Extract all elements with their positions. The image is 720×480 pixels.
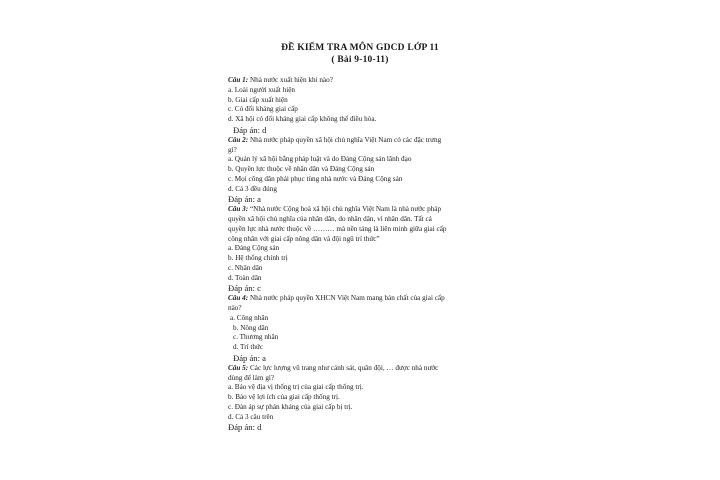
question-5-answer: Đáp án: d — [228, 422, 262, 433]
question-4-stem-line-1 — [228, 294, 496, 304]
question-1-label: Câu 1: — [228, 76, 249, 84]
question-2-answer: Đáp án: a — [228, 194, 261, 205]
question-3-text-1: “Nhà nước Cộng hoà xã hội chủ nghĩa Việt Nam là nhà nước pháp — [248, 205, 442, 214]
question-3-stem-line-4: công nhân với giai cấp nông dân và đội ngũ trí thức” — [228, 234, 380, 243]
question-2-option-a: a. Quản lý xã hội bằng pháp luật và do Đảng Cộng sản lãnh đạo — [228, 155, 412, 164]
question-4-option-d: d. Trí thức — [233, 343, 264, 351]
question-3-stem-line-3: quyền lực nhà nước thuộc về ……… mà nền tảng là liên minh giữa giai cấp — [228, 224, 447, 233]
question-5-option-d: d. Cả 3 câu trên — [228, 412, 274, 421]
question-4 — [228, 294, 496, 364]
question-1-option-c: c. Có đối kháng giai cấp — [228, 105, 298, 114]
question-3-answer: Đáp án: c — [228, 283, 261, 294]
question-2-option-d: d. Cả 3 đều đúng — [228, 184, 277, 193]
question-list — [228, 76, 496, 433]
question-1-text: Nhà nước xuất hiện khi nào? — [248, 76, 333, 84]
question-4-answer: Đáp án: a — [233, 352, 266, 363]
question-5-stem-line-2: dùng để làm gì? — [228, 373, 275, 382]
question-4-text-1: Nhà nước pháp quyền XHCN Việt Nam mang bản chất của giai cấp — [248, 294, 445, 303]
question-3-option-d: d. Toàn dân — [228, 273, 262, 282]
question-4-option-c: c. Thương nhân — [233, 333, 279, 342]
question-2-option-c: c. Mọi công dân phải phục tùng nhà nước và Đảng Cộng sản — [228, 174, 403, 183]
question-1-option-a: a. Loài người xuất hiện — [228, 85, 295, 94]
question-3-option-c: c. Nhân dân — [228, 263, 263, 272]
question-1-answer: Đáp án: d — [233, 124, 267, 135]
question-4-stem-line-2: nào? — [228, 304, 242, 312]
question-2-stem-line-1 — [228, 136, 496, 146]
question-3-stem-line-2: quyền xã hội chủ nghĩa của nhân dân, do nhân dân, vì nhân dân. Tất cả — [228, 215, 432, 223]
question-5-label: Câu 5: — [228, 363, 249, 372]
question-2-text-1: Nhà nước pháp quyền xã hội chủ nghĩa Việt Nam có các đặc trưng — [248, 135, 442, 144]
question-5-stem-line-1 — [228, 364, 496, 374]
question-4-option-a: a. Công nhân — [230, 313, 269, 322]
question-3-option-b: b. Hệ thống chính trị — [228, 254, 288, 262]
question-1-option-d: d. Xã hội có đối kháng giai cấp không thể điều hòa. — [228, 115, 377, 123]
question-5-text-1: Các lực lượng vũ trang như cảnh sát, quân đội, … được nhà nước — [248, 363, 439, 372]
document-title: ĐỀ KIỂM TRA MÔN GDCD LỚP 11 — [281, 43, 439, 53]
question-3-option-a: a. Đảng Cộng sản — [228, 244, 280, 253]
question-2-option-b: b. Quyền lực thuộc về nhân dân và Đảng Cộng sản — [228, 165, 375, 173]
document-subtitle: ( Bài 9-10-11) — [331, 55, 389, 65]
question-1-stem — [228, 76, 496, 86]
question-2-label: Câu 2: — [228, 135, 249, 144]
question-3-label: Câu 3: — [228, 205, 249, 214]
question-3-stem-line-1 — [228, 205, 496, 215]
question-4-label: Câu 4: — [228, 294, 249, 303]
question-5 — [228, 364, 496, 434]
question-3 — [228, 205, 496, 294]
question-1 — [228, 76, 496, 136]
question-1-option-b: b. Giai cấp xuất hiện — [228, 95, 288, 104]
question-5-option-a: a. Bảo vệ địa vị thống trị của giai cấp thống trị. — [228, 383, 364, 392]
question-5-option-b: b. Bảo vệ lợi ích của giai cấp thống trị. — [228, 393, 340, 401]
question-5-option-c: c. Đàn áp sự phản kháng của giai cấp bị trị. — [228, 402, 353, 411]
question-2-stem-line-2: gì? — [228, 145, 237, 154]
question-2 — [228, 136, 496, 206]
question-4-option-b: b. Nông dân — [233, 323, 269, 332]
